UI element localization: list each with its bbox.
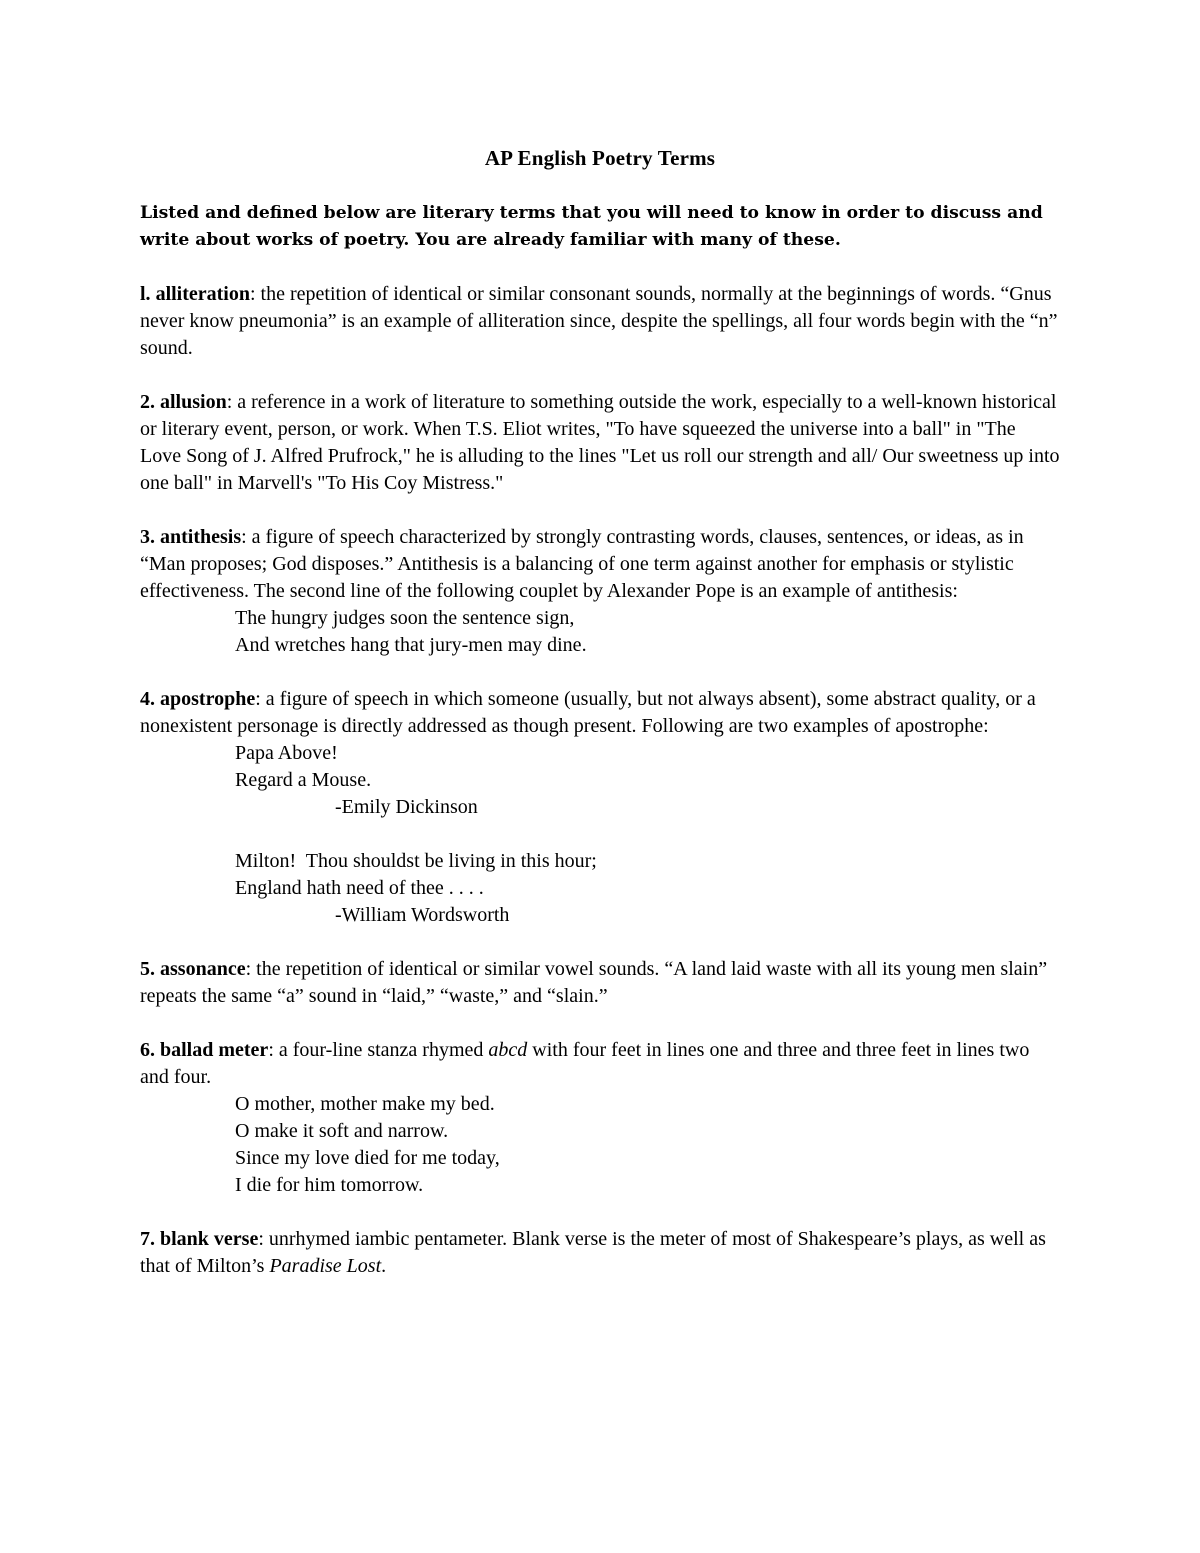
term-text: : a figure of speech in which someone (usually, but not always absent), some abstract quality, or a nonexistent personage is directly addressed as though present. Following are two examples of apostrophe:: [140, 688, 1036, 737]
term-definition: [140, 1037, 1060, 1091]
page-title: AP English Poetry Terms: [484, 146, 716, 170]
verse-line: England hath need of thee . . . .: [235, 877, 484, 899]
term-entry-assonance: [140, 956, 1060, 1010]
term-entry-alliteration: [140, 281, 1060, 362]
term-name: allusion: [160, 391, 227, 413]
verse-line: O mother, mother make my bed.: [235, 1093, 495, 1115]
verse-line: Milton! Thou shouldst be living in this hour;: [235, 850, 597, 872]
term-name: apostrophe: [160, 688, 256, 710]
document-page: [140, 143, 1060, 1307]
verse-example-dickinson: [140, 740, 1060, 929]
term-text: with four feet in lines one and three and three feet in lines two and four.: [140, 1039, 1030, 1088]
term-number: 6.: [140, 1039, 155, 1061]
verse-line: Since my love died for me today,: [235, 1147, 500, 1169]
verse-example: [140, 605, 1060, 659]
intro-paragraph: Listed and defined below are literary terms that you will need to know in order to discuss and write about works of poetry. You are already familiar with many of these.: [140, 203, 1043, 250]
term-definition: [140, 956, 1060, 1010]
verse-line: Regard a Mouse.: [235, 769, 372, 791]
verse-attribution: -Emily Dickinson: [335, 796, 478, 818]
term-text: : a four-line stanza rhymed: [268, 1039, 489, 1061]
term-number: 3.: [140, 526, 155, 548]
term-number: 4.: [140, 688, 155, 710]
verse-line: The hungry judges soon the sentence sign,: [235, 607, 575, 629]
term-number: 5.: [140, 958, 155, 980]
term-definition: [140, 389, 1060, 497]
term-text: .: [381, 1255, 387, 1277]
term-text: : a reference in a work of literature to something outside the work, especially to a well-known historical or literary event, person, or work. When T.S. Eliot writes, "To have squeezed the universe into a ball" in "The Love Song of J. Alfred Prufrock," he is alluding to the lines "Let us roll our strength and all/ Our sweetness up into one ball" in Marvell's "To His Coy Mistress.": [140, 391, 1060, 494]
term-text-italic: abcd: [488, 1039, 528, 1061]
term-number: 2.: [140, 391, 155, 413]
term-name: ballad meter: [160, 1039, 269, 1061]
term-name: antithesis: [160, 526, 242, 548]
term-definition: [140, 281, 1060, 362]
term-entry-apostrophe: [140, 686, 1060, 929]
verse-attribution: -William Wordsworth: [335, 904, 510, 926]
term-definition: [140, 686, 1060, 740]
term-text-italic: Paradise Lost: [269, 1255, 382, 1277]
term-entry-blank-verse: [140, 1226, 1060, 1280]
term-name: blank verse: [160, 1228, 259, 1250]
term-entry-antithesis: [140, 524, 1060, 659]
term-definition: [140, 1226, 1060, 1280]
term-text: : unrhymed iambic pentameter. Blank verse is the meter of most of Shakespeare’s plays, as well as that of Milton’s: [140, 1228, 1046, 1277]
verse-line: And wretches hang that jury-men may dine.: [235, 634, 587, 656]
term-number: 7.: [140, 1228, 155, 1250]
term-definition: [140, 524, 1060, 605]
term-text: : a figure of speech characterized by strongly contrasting words, clauses, sentences, or ideas, as in “Man proposes; God disposes.” Antithesis is a balancing of one term against another for emphasis or stylistic effectiveness. The second line of the following couplet by Alexander Pope is an example of antithesis:: [140, 526, 1024, 602]
verse-line: Papa Above!: [235, 742, 338, 764]
verse-line: I die for him tomorrow.: [235, 1174, 424, 1196]
verse-line: O make it soft and narrow.: [235, 1120, 449, 1142]
term-text: : the repetition of identical or similar consonant sounds, normally at the beginnings of words. “Gnus never know pneumonia” is an example of alliteration since, despite the spellings, all four words begin with the “n” sound.: [140, 283, 1058, 359]
term-text: : the repetition of identical or similar vowel sounds. “A land laid waste with all its young men slain” repeats the same “a” sound in “laid,” “waste,” and “slain.”: [140, 958, 1048, 1007]
verse-gap: [235, 821, 1060, 848]
term-entry-allusion: [140, 389, 1060, 497]
term-name: alliteration: [155, 283, 250, 305]
term-number: l.: [140, 283, 151, 305]
term-entry-ballad-meter: [140, 1037, 1060, 1199]
verse-example: [140, 1091, 1060, 1199]
term-name: assonance: [160, 958, 246, 980]
